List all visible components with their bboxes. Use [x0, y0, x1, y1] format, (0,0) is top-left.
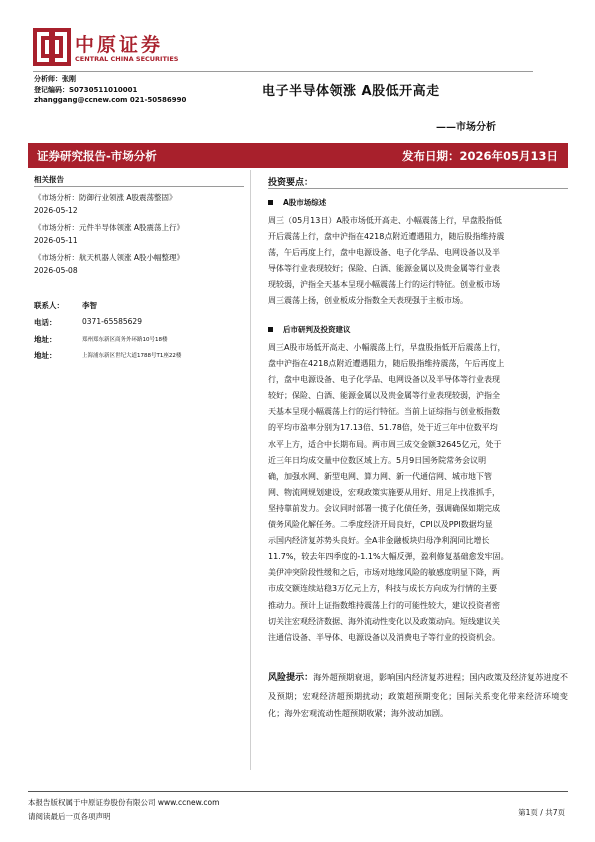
related-reports-divider — [34, 186, 244, 187]
analyst-registration: 登记编码：S0730511010001 — [34, 86, 138, 94]
report-title: 电子半导体领涨 A股低开高走 — [262, 84, 440, 99]
risk-warning-label: 风险提示： — [268, 673, 314, 683]
section-heading-outlook: 后市研判及投资建议 — [283, 325, 351, 334]
paragraph-line: 现较弱，沪指全天基本呈现小幅震荡上行的运行特征。创业板市场 — [268, 280, 500, 290]
analyst-name: 分析师：张刚 — [34, 75, 76, 83]
phone-number: 0371-65585629 — [82, 317, 142, 326]
paragraph-line: 天基本呈现小幅震荡上行的运行特征。当前上证综指与创业板指数 — [268, 407, 500, 417]
paragraph-line: 导体等行业表现较好；保险、白酒、能源金属以及贵金属等行业表 — [268, 264, 500, 274]
paragraph-line: 网、物流网规划建设，宏观政策实施要从用好、用足上找准抓手， — [268, 487, 500, 497]
contact-person: 李智 — [82, 301, 97, 310]
section-heading-market-review: A股市场综述 — [283, 198, 327, 207]
related-report-date: 2026-05-11 — [34, 236, 78, 245]
paragraph-line: 市成交额连续站稳3万亿元上方，科技与成长方向成为行情的主要 — [268, 584, 498, 594]
brand-mark-icon — [33, 28, 71, 66]
paragraph-line: 较好；保险、白酒、能源金属以及贵金属等行业表现较弱，沪指全 — [268, 391, 500, 401]
paragraph-line: 美伊冲突阶段性缓和之后，市场对地缘风险的敏感度明显下降，两 — [268, 568, 500, 578]
bullet-icon — [268, 327, 273, 332]
footer-copyright: 本报告版权属于中原证券股份有限公司 www.ccnew.com — [28, 798, 220, 807]
address-zhengzhou: 郑州郑东新区商务外环路10号18楼 — [82, 337, 168, 343]
report-banner — [28, 143, 568, 168]
report-type: 证券研究报告-市场分析 — [37, 149, 157, 163]
investment-points-title: 投资要点： — [268, 178, 314, 188]
header-divider — [33, 71, 533, 72]
related-report-link[interactable]: 《市场分析：航天机器人领涨 A股小幅整理》 — [34, 253, 185, 262]
bullet-icon — [268, 200, 273, 205]
footer-divider — [28, 791, 568, 792]
report-subtitle: ——市场分析 — [436, 122, 496, 133]
brand-name-cn: 中原证券 — [75, 34, 164, 56]
paragraph-line: 荡，午后再度上行，盘中电源设备、电子化学品、电网设备以及半 — [268, 248, 500, 258]
paragraph-line: 推动力。预计上证指数维持震荡上行的可能性较大，建议投资者密 — [268, 600, 500, 610]
page-number: 第1页 / 共7页 — [518, 808, 565, 817]
risk-warning — [268, 669, 568, 723]
company-logo — [33, 28, 188, 68]
related-report-date: 2026-05-12 — [34, 206, 78, 215]
paragraph-line: 周三（05月13日）A股市场低开高走、小幅震荡上行，早盘股指低 — [268, 216, 502, 225]
column-divider — [250, 170, 251, 770]
address-shanghai: 上海浦东新区世纪大道1788号T1座22楼 — [82, 353, 182, 359]
publish-date: 发布日期：2026年05月13日 — [401, 149, 558, 163]
address-label: 地址： — [34, 335, 57, 344]
paragraph-line: 开后震荡上行，盘中沪指在4218点附近遭遇阻力，随后股指维持震 — [268, 232, 505, 242]
paragraph-line: 盘中沪指在4218点附近遭遇阻力，随后股指维持震荡，午后再度上 — [268, 359, 505, 369]
paragraph-line: 行，盘中电源设备、电子化学品、电网设备以及半导体等行业表现 — [268, 375, 500, 385]
paragraph-line: 确，加强水网、新型电网、算力网、新一代通信网、城市地下管 — [268, 471, 492, 481]
paragraph-line: 注通信设备、半导体、电源设备以及消费电子等行业的投资机会。 — [268, 632, 500, 642]
risk-warning-text: 海外超预期衰退，影响国内经济复苏进程；国内政策及经济复苏进度不及预期；宏观经济超预期扰动；政策超预期变化；国际关系变化带来经济环境变化；海外宏观流动性超预期收紧；海外波动加剧。 — [268, 672, 568, 718]
paragraph-line: 近三年日均成交量中位数区域上方。5月9日国务院常务会议明 — [268, 455, 487, 465]
outlook-paragraph — [268, 340, 568, 646]
market-review-paragraph — [268, 213, 568, 310]
contact-person-label: 联系人： — [34, 301, 64, 310]
related-report-date: 2026-05-08 — [34, 266, 78, 275]
related-report-link[interactable]: 《市场分析：防御行业领涨 A股震荡整固》 — [34, 193, 177, 202]
related-report-link[interactable]: 《市场分析：元件半导体领涨 A股震荡上行》 — [34, 223, 185, 232]
brand-name-en: CENTRAL CHINA SECURITIES — [75, 55, 179, 63]
paragraph-line: 的平均市盈率分别为17.13倍、51.78倍，处于近三年中位数平均 — [268, 423, 498, 433]
paragraph-line: 示国内经济复苏势头良好。全A非金融板块归母净利润同比增长 — [268, 536, 490, 546]
related-reports-title: 相关报告 — [34, 175, 64, 184]
paragraph-line: 切关注宏观经济数据、海外流动性变化以及政策动向。短线建议关 — [268, 616, 500, 626]
paragraph-line: 坚持靠前发力。会议同时部署一揽子化债任务，强调确保如期完成 — [268, 503, 500, 513]
phone-label: 电话： — [34, 318, 57, 327]
paragraph-line: 水平上方，适合中长期布局。两市周三成交金额32645亿元，处于 — [268, 439, 502, 449]
address-label: 地址： — [34, 351, 57, 360]
analyst-contact: zhanggang@ccnew.com 021-50586990 — [34, 96, 187, 104]
investment-points-divider — [268, 188, 568, 189]
paragraph-line: 周三震荡上扬，创业板成分指数全天表现强于主板市场。 — [268, 296, 468, 306]
paragraph-line: 周三A股市场低开高走、小幅震荡上行，早盘股指低开后震荡上行， — [268, 343, 506, 352]
paragraph-line: 债务风险化解任务。二季度经济开局良好，CPI以及PPI数据均显 — [268, 520, 493, 530]
paragraph-line: 11.7%，较去年四季度的-1.1%大幅反弹，盈利修复基础愈发牢固。 — [268, 552, 509, 562]
footer-disclaimer: 请阅读最后一页各项声明 — [28, 812, 111, 821]
